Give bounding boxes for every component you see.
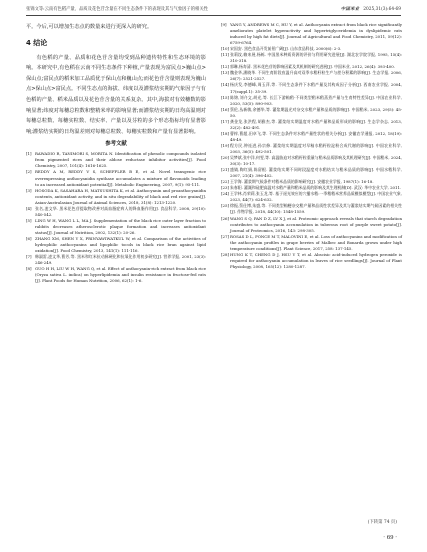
reference-number: [24] [221, 191, 229, 197]
reference-number: [25] [221, 203, 229, 209]
conclusion-heading: 4 结论 [26, 38, 48, 47]
reference-text: 王学林,肖荣莉,张玉龙,等. 基于遥光效应的穴播水稻:一季稻稻米营养品质模拟模型[J]. 中国农业气象, 2023, 44(7): 624-632. [230, 191, 402, 203]
header-rule [26, 15, 401, 16]
reference-text: 吴梦斌,张中洋,何雯,等. 高温胁迫对水稻籽粒重量与稻米品质影响及其机理研究[J]. 中国稻米, 2024, 30(3): 10-17. [230, 155, 402, 167]
reference-text: REDDY A M, REDDY V S, SCHEFFLER B E, et al. Novel transgenic rice overexpressing anthocyanidin synthase accumulates a mixture of flavonoids leading to an increased antioxidant potential[J]. Metabolic Engineering, 2007, 9(1): 95-111. [35, 169, 206, 187]
reference-item [221, 119, 402, 131]
reference-number: [22] [221, 179, 229, 185]
reference-text: 韩淑雷,凌文华,曹芳,等. 黑米和红米抗动脉硬化和抗氧化作用初步研究[J]. 营养学报, 2001, 23(3): 246-249. [35, 254, 206, 266]
reference-list-right [221, 22, 402, 270]
reference-number: [5] [26, 217, 32, 223]
reference-number: [14] [221, 82, 229, 88]
reference-number: [26] [221, 215, 229, 221]
reference-item [26, 188, 206, 206]
reference-item [26, 266, 206, 284]
reference-text: RAWADIO R, TANIMORI S, MORITA N. Identification of phenolic compounds isolated from pigmented rices and their aldose reductase inhibitor activities[J]. Food Chemistry, 2007, 101(4): 1616-1625. [35, 151, 206, 169]
reference-number: [28] [221, 251, 229, 257]
reference-number: [21] [221, 167, 229, 173]
reference-item [26, 236, 206, 254]
reference-number: [18] [221, 130, 229, 136]
reference-text: 朱春阳. 灌溉和硅肥高温对水稻产量和稻米品质的影响及其生理机制[D]. 武汉: 华中农业大学, 2011. [230, 185, 402, 191]
page-number: · 69 · [383, 535, 397, 541]
reference-text: 曹梓,曹超,田卓飞,等. 不同生态条件对水稻产量性状的相关分析[J]. 安徽农学通报, 2012, 18(19): 48-49. [230, 130, 402, 142]
reference-item [221, 155, 402, 167]
reference-number: [19] [221, 142, 229, 148]
reference-item [26, 206, 206, 218]
reference-text: WANG S Q, PAN D Z, LV X J, et al. Proteomic approach reveals that starch degradation contributes to anthocyanin accumulation in tuberous root of purple sweet potato[J]. Journal of Proteomics, 2016, 143: 298-305. [230, 215, 402, 233]
reference-item [221, 191, 402, 203]
reference-text: 王学海. 灌浆期气候条件对稻米品质的影响研究[J]. 安徽农业学报, 1987(1): 16-18. [230, 179, 374, 185]
issue-info: 2025,31(3):64-69 [363, 7, 401, 12]
intro-tail-paragraph: 平。今后,可以增加生态点的数量来进行更深入的研究。 [26, 24, 153, 30]
reference-number: [27] [221, 233, 229, 239]
reference-number: [13] [221, 70, 229, 76]
reference-item [221, 131, 402, 143]
reference-text: 宋国安. 黑色食品开发前景广阔[J]. 山东食品科技, 2000(6): 2-3. [230, 46, 342, 52]
left-column [26, 22, 206, 284]
reference-item [221, 22, 402, 46]
reference-text: 盛婧,陶红娟,陈留根. 灌浆结实期不同时段温度对水稻结实与稻米品质的影响[J]. 中国水稻科学, 2007, 21(4): 396-402. [230, 167, 402, 179]
reference-number: [1] [26, 151, 32, 157]
reference-number: [6] [26, 236, 32, 241]
running-header [26, 5, 401, 14]
header-article-title: 张锦文等:云南有色稻产量、品质及花色苷含量在不同生态条件下的表现及其与气象因子的相关性 [26, 7, 208, 12]
reference-number: [7] [26, 254, 32, 260]
reference-number: [8] [26, 266, 32, 272]
reference-item [26, 218, 206, 236]
reference-text: 程方民,钟连进,孙宗修. 灌浆结实期温度对早籼水稻籽粒淀粉合成代谢的影响[J]. 中国农业科学, 2003, 36(5): 492-501. [230, 142, 402, 154]
reference-text: 杨庆发,李德峰,周玉萍,等. 不同生态条件下水稻产量及其构成因子分析[J]. 西南农业学报, 2004, 17(suppl.1): 35-39. [230, 82, 402, 94]
reference-text: ZHANG XM, SHEN Y X, PRINYAWIWATKUL W, et al. Comparison of the activities of hydrophilic anthocyanins and lipophilic tocols in black rice bran against lipid oxidation[J]. Food Chemistry, 2013, 141(1): 111-116. [35, 236, 206, 254]
right-column [221, 22, 402, 270]
header-journal-info [341, 5, 401, 14]
reference-number: [16] [221, 106, 229, 112]
reference-list-left [26, 151, 206, 284]
reference-text: 徐振,蔡仕博,朱盛,等. 不同类型籼粳杂交稻产量和品质性状差异及其与灌浆结实期气候因素的相关性[J]. 作物学报, 2018, 44(10): 1548-1559. [230, 203, 402, 215]
reference-item [221, 167, 402, 179]
reference-number: [17] [221, 118, 229, 124]
reference-number: [12] [221, 64, 229, 70]
reference-item [221, 95, 402, 107]
reference-text: 龚金龙,张洪程,胡雅杰,等. 灌浆结实期温度对水稻产量和品质形成的影响[J]. 生态学杂志, 2013, 32(2): 482-491. [230, 118, 402, 130]
reference-text: LING W H, WANG L L, MA J. Supplementation of the black rice outer layer fraction to rabbits decreases atherosclerotic plaque formation and increases antioxidant status[J]. Journal of Nutrition, 2002, 132(1): 20-26. [35, 217, 206, 235]
reference-number: [23] [221, 185, 229, 191]
reference-item [221, 216, 402, 234]
reference-text: 郭琳,杨寿清. 黑米花色苷的影响因素及其机制的研究进展[J]. 中国米业, 2012, 26(4): 393-400. [230, 64, 395, 70]
reference-text: YANG Y, ANDREWS M C, HU Y, et al. Anthocyanin extract from black rice significantly ameliorates platelet hyperactivity and hypertriglyceridemia in dyslipidemic rats induced by high fat diets[J]. Journal of Agricultural and Food Chemistry, 2011, 59(12): 6759-6764. [230, 22, 402, 46]
reference-number: [9] [221, 22, 227, 27]
reference-number: [20] [221, 155, 229, 161]
reference-item [221, 82, 402, 94]
reference-item [221, 70, 402, 82]
reference-text: ROSAS D L, PONCE M T, MALOVINI E, et al. Loss of anthocyanins and modification of the anthocyanin profiles in grape berries of Malbec and Bonarda grown under high temperature conditions[J]. Plant Science, 2017, 258: 137-145. [230, 233, 402, 251]
reference-number: [4] [26, 205, 32, 211]
reference-item [221, 143, 402, 155]
reference-text: HOSODA K, SASAHARA H, MATSUSHITA K, et al. Anthocyanin and proanthocyanidin contents, antioxidant activity, and in situ degradability of black and red rice grains[J]. Asian-Australasian Journal of Animal Sciences, 2018, 31(8): 1213-1220. [35, 187, 206, 205]
reference-number: [11] [221, 52, 229, 58]
reference-item [221, 252, 402, 270]
conclusion-paragraph: 有色稻的产量、品质和花色苷含量均受到品种遗传特性和生态环境的影响。本研究中,有色稻在云南不同生态条件下种植,产量表现为富民点>巍山点>保山点;富民点的稻米加工品质优于保山点和巍山点;而花色苷含量则表现为巍山点>保山点>富民点。不同生态点的海拔、纬度以及灌浆结实期的气象因子与有色稻的产量、稻米品质以及花色苷含量的关系复杂。其中,海拔对有效穗数的影响显著;纬度对每穗总粒数和整精米率的影响显著;而灌浆结实期的日均高温则对每穗总粒数、每穗实粒数、结实率、产量以及芬粒的多个形态指标均有显著影响;灌浆结实期的日均温差则对每穗总粒数、每穗实粒数和产量有显著影响。 [26, 54, 206, 135]
reference-text: HUNG K T, CHENG D J, HSU Y T, et al. Abscisic acid-induced hydrogen peroxide is required for anthocyanin accumulation in leaves of rice seedlings[J]. Journal of Plant Physiology, 2008, 165(12): 1280-1287. [230, 251, 402, 269]
reference-item [221, 203, 402, 215]
reference-item [26, 169, 206, 187]
reference-item [221, 107, 402, 119]
reference-number: [15] [221, 94, 229, 100]
reference-number: [2] [26, 169, 32, 175]
reference-text: 魏金华,潘晓华. 不同生育阶段夜温升高对双季水稻籽粒生产与蔗分积累的影响[J]. 生态学报, 2006, 26(7): 2521-2527. [230, 70, 402, 82]
reference-text: GUO H H, LIU W H, WANG Q, et al. Effect of anthocyanin-rich extract from black rice (Oryza sativa L. indica) on hyperlipidemia and insulin resistance in fructose-fed rats [J]. Plant Foods for Human Nutrition, 2006, 62(1): 1-6. [35, 266, 206, 284]
reference-item [221, 52, 402, 64]
reference-text: 蔡伦,丛新敏,余德华,等. 灌浆期温光对杂交水稻产量和品质的影响[J]. 中国稻米, 2023, 29(5): 45-50. [230, 106, 402, 118]
journal-name: 中国米业 [340, 7, 360, 12]
reference-number: [10] [221, 46, 229, 52]
reference-item [26, 254, 206, 266]
reference-item [26, 151, 206, 169]
reference-text: 陈锦,刘介文,胡光,等. 长江下游籼稻-不同类型稻米稻蒸煮产量与生育特性差异[J]. 中国农业科学, 2020, 53(5): 890-903. [230, 94, 402, 106]
references-heading: 参考文献 [105, 141, 127, 148]
reference-item [221, 234, 402, 252]
reference-text: 张名,凌文华. 黑米花色苷提取物改善对高血脂症病人的降血脂作用[J]. 食品科学, 2008, 29(10): 540-542. [35, 205, 206, 217]
continued-note: (下转第 74 页) [367, 520, 397, 525]
reference-text: 张莉纹,赖来展,杨栋. 中国黑米种质资源的评价与利用研究进展[J]. 湖北农学院学报, 1995, 15(4): 310-318. [230, 52, 402, 64]
reference-number: [3] [26, 187, 32, 193]
